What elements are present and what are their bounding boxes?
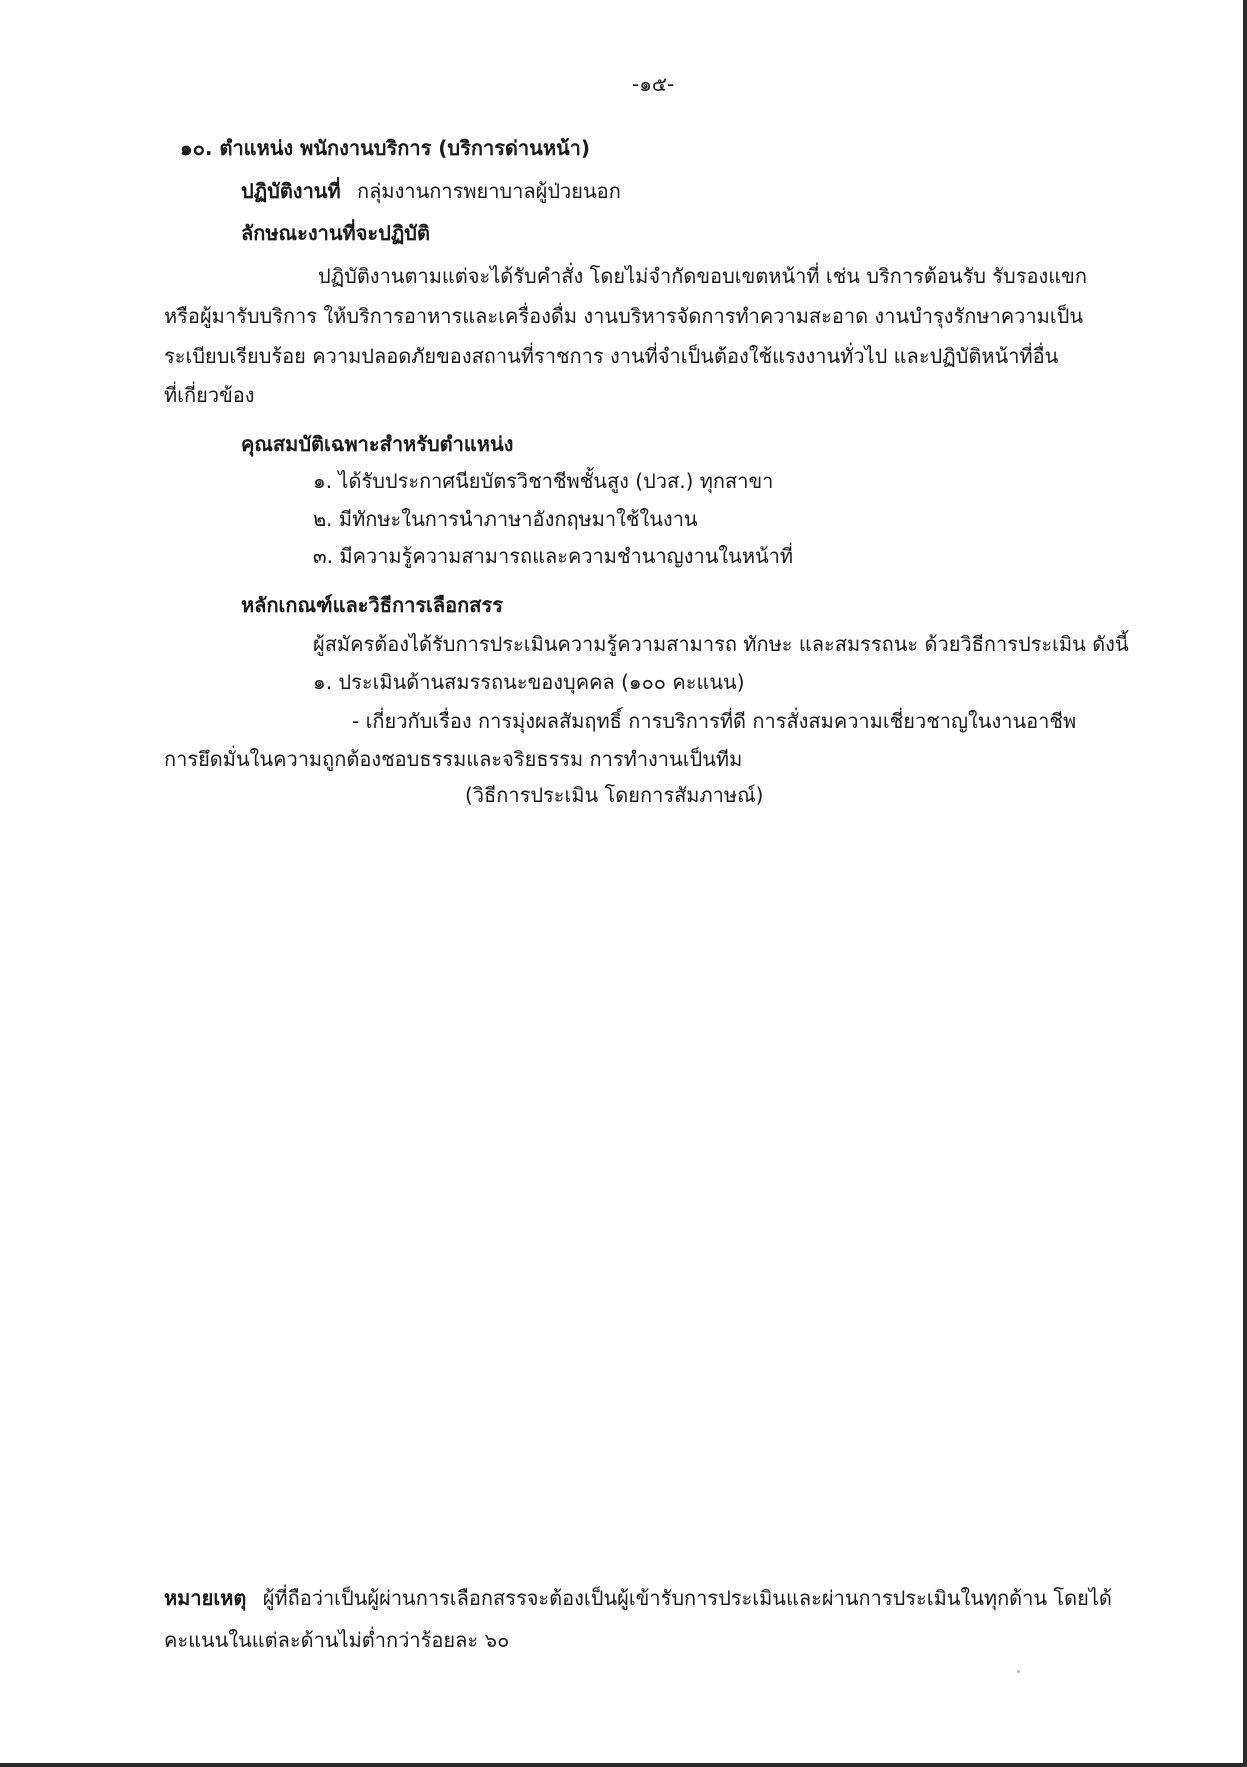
workplace-row	[241, 177, 621, 205]
scan-speck	[1017, 1670, 1020, 1673]
note-label: หมายเหตุ	[164, 1586, 247, 1610]
note-row	[164, 1584, 1112, 1612]
qualification-item: ๑. ได้รับประกาศนียบัตรวิชาชีพชั้นสูง (ปวส.) ทุกสาขา	[313, 469, 774, 493]
note-text: ผู้ที่ถือว่าเป็นผู้ผ่านการเลือกสรรจะต้องเป็นผู้เข้ารับการประเมินและผ่านการประเมินในทุกด้าน โดยได้	[262, 1586, 1112, 1610]
job-nature-line: ปฏิบัติงานตามแต่จะได้รับคำสั่ง โดยไม่จำกัดขอบเขตหน้าที่ เช่น บริการต้อนรับ รับรองแขก	[318, 264, 1087, 288]
job-nature-label: ลักษณะงานที่จะปฏิบัติ	[241, 221, 430, 245]
selection-label: หลักเกณฑ์และวิธีการเลือกสรร	[241, 593, 503, 617]
qualifications-label: คุณสมบัติเฉพาะสำหรับตำแหน่ง	[241, 432, 514, 456]
qualification-item: ๒. มีทักษะในการนำภาษาอังกฤษมาใช้ในงาน	[313, 507, 698, 531]
selection-detail: - เกี่ยวกับเรื่อง การมุ่งผลสัมฤทธิ์ การบริการที่ดี การสั่งสมความเชี่ยวชาญในงานอาชีพ	[352, 709, 1077, 733]
selection-intro: ผู้สมัครต้องได้รับการประเมินความรู้ความสามารถ ทักษะ และสมรรถนะ ด้วยวิธีการประเมิน ดังนี้	[313, 632, 1129, 656]
position-heading: ๑๐. ตำแหน่ง พนักงานบริการ (บริการด่านหน้า)	[180, 136, 591, 160]
selection-method: (วิธีการประเมิน โดยการสัมภาษณ์)	[465, 783, 764, 807]
scan-border-bottom	[0, 1763, 1247, 1767]
job-nature-line: หรือผู้มารับบริการ ให้บริการอาหารและเครื่องดื่ม งานบริหารจัดการทำความสะอาด งานบำรุงรักษาความเป็น	[164, 304, 1084, 328]
qualification-item: ๓. มีความรู้ความสามารถและความชำนาญงานในหน้าที่	[313, 544, 794, 568]
selection-item: ๑. ประเมินด้านสมรรถนะของบุคคล (๑๐๐ คะแนน)	[313, 670, 745, 694]
job-nature-line: ระเบียบเรียบร้อย ความปลอดภัยของสถานที่ราชการ งานที่จำเป็นต้องใช้แรงงานทั่วไป และปฏิบัติหน้าที่อื่น	[164, 344, 1059, 368]
workplace-label: ปฏิบัติงานที่	[241, 179, 341, 203]
workplace-value: กลุ่มงานการพยาบาลผู้ป่วยนอก	[357, 179, 621, 203]
scan-border-right	[1243, 0, 1247, 1767]
job-nature-line: ที่เกี่ยวข้อง	[164, 383, 255, 407]
selection-detail: การยึดมั่นในความถูกต้องชอบธรรมและจริยธรรม การทำงานเป็นทีม	[164, 747, 743, 771]
note-text-continued: คะแนนในแต่ละด้านไม่ต่ำกว่าร้อยละ ๖๐	[164, 1628, 510, 1652]
page-number: -๑๕-	[632, 72, 675, 96]
